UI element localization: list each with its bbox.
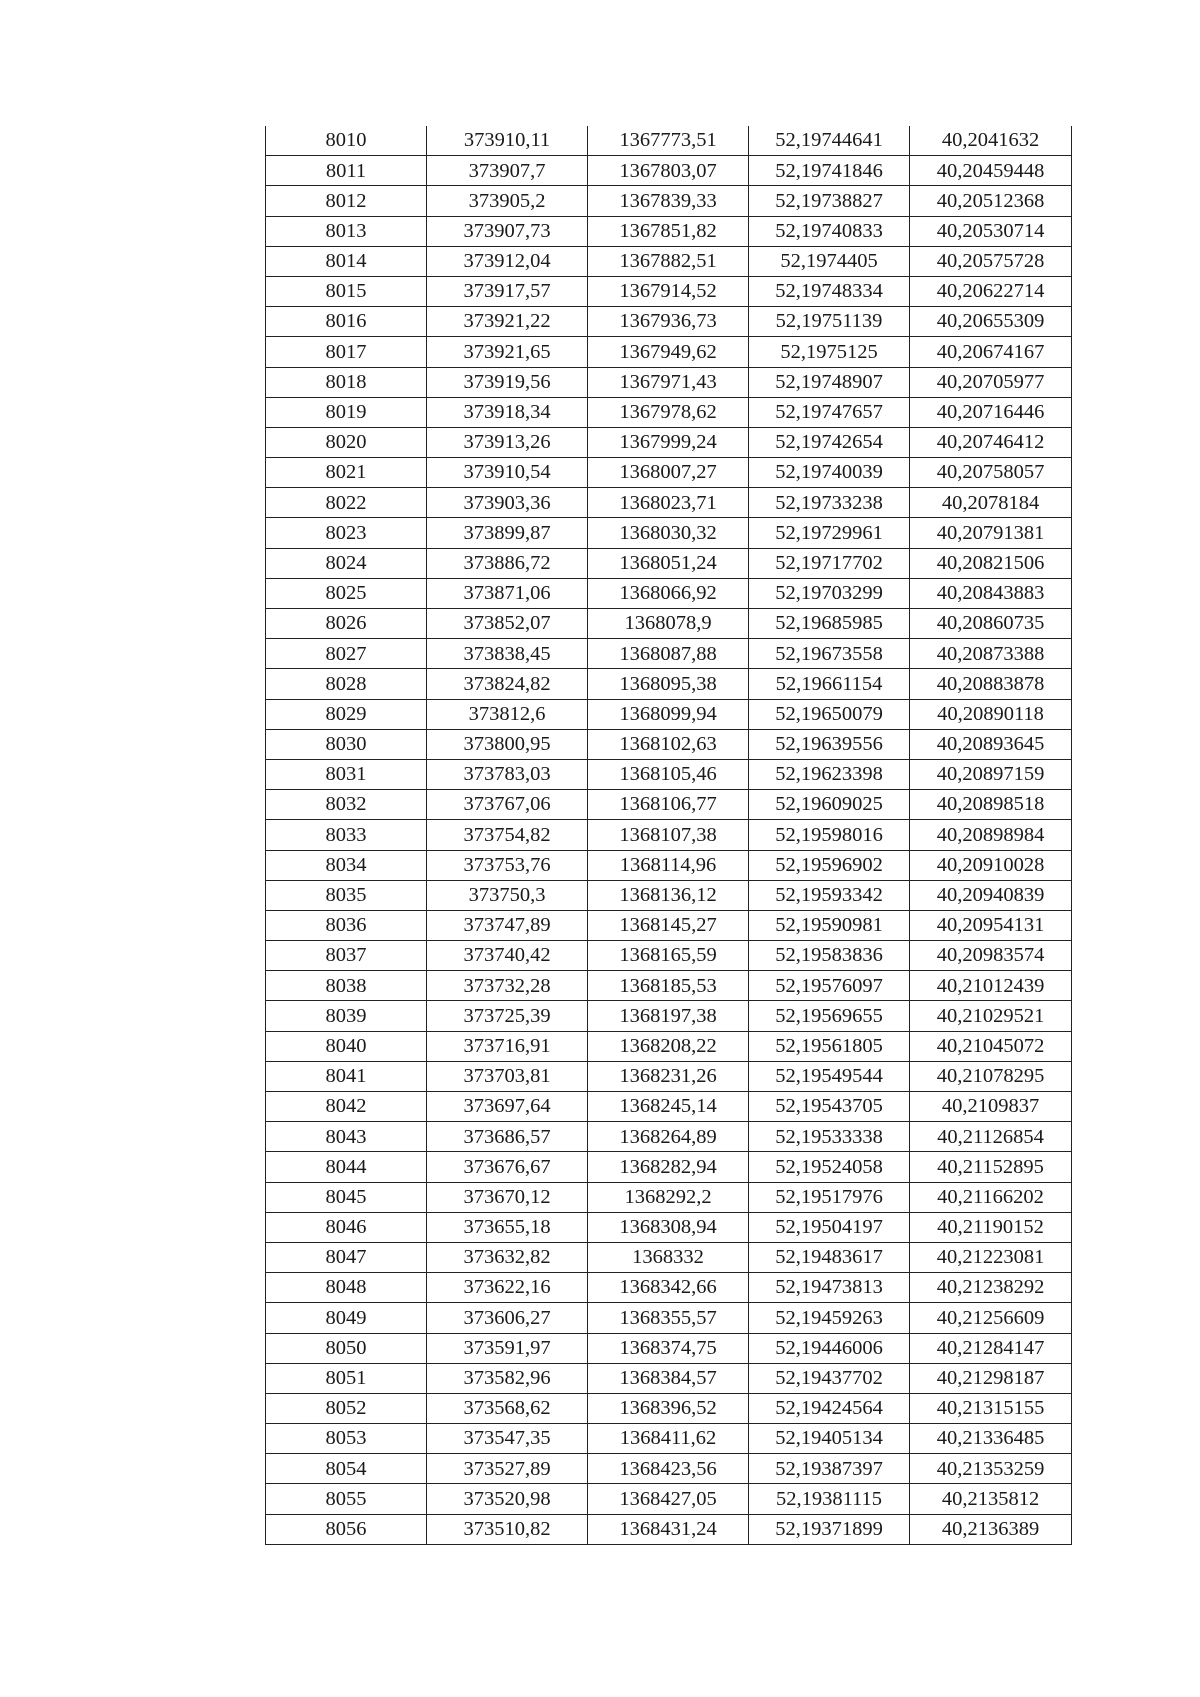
- y-coordinate-cell: 1368197,38: [588, 1001, 749, 1031]
- y-coordinate-cell: 1368208,22: [588, 1031, 749, 1061]
- table-row: [266, 156, 1072, 186]
- longitude-cell: 40,20873388: [910, 639, 1072, 669]
- x-coordinate-cell: 373921,65: [427, 337, 588, 367]
- x-coordinate-cell: 373670,12: [427, 1182, 588, 1212]
- table-row: [266, 759, 1072, 789]
- y-coordinate-cell: 1368245,14: [588, 1092, 749, 1122]
- point-number-cell: 8039: [266, 1001, 427, 1031]
- y-coordinate-cell: 1368431,24: [588, 1514, 749, 1544]
- table-row: [266, 1484, 1072, 1514]
- longitude-cell: 40,20512368: [910, 186, 1072, 216]
- y-coordinate-cell: 1368423,56: [588, 1454, 749, 1484]
- table-row: [266, 1152, 1072, 1182]
- y-coordinate-cell: 1368384,57: [588, 1363, 749, 1393]
- longitude-cell: 40,20575728: [910, 246, 1072, 276]
- x-coordinate-cell: 373852,07: [427, 609, 588, 639]
- latitude-cell: 52,19623398: [749, 759, 910, 789]
- y-coordinate-cell: 1367971,43: [588, 367, 749, 397]
- longitude-cell: 40,20843883: [910, 578, 1072, 608]
- y-coordinate-cell: 1367936,73: [588, 307, 749, 337]
- table-row: [266, 850, 1072, 880]
- point-number-cell: 8037: [266, 941, 427, 971]
- y-coordinate-cell: 1368136,12: [588, 880, 749, 910]
- point-number-cell: 8017: [266, 337, 427, 367]
- longitude-cell: 40,2041632: [910, 126, 1072, 156]
- table-row: [266, 578, 1072, 608]
- x-coordinate-cell: 373527,89: [427, 1454, 588, 1484]
- y-coordinate-cell: 1368095,38: [588, 669, 749, 699]
- longitude-cell: 40,20898518: [910, 790, 1072, 820]
- table-row: [266, 609, 1072, 639]
- x-coordinate-cell: 373754,82: [427, 820, 588, 850]
- y-coordinate-cell: 1368087,88: [588, 639, 749, 669]
- y-coordinate-cell: 1368396,52: [588, 1393, 749, 1423]
- x-coordinate-cell: 373917,57: [427, 276, 588, 306]
- x-coordinate-cell: 373716,91: [427, 1031, 588, 1061]
- longitude-cell: 40,20883878: [910, 669, 1072, 699]
- x-coordinate-cell: 373747,89: [427, 910, 588, 940]
- y-coordinate-cell: 1368106,77: [588, 790, 749, 820]
- longitude-cell: 40,21126854: [910, 1122, 1072, 1152]
- latitude-cell: 52,19371899: [749, 1514, 910, 1544]
- latitude-cell: 52,19685985: [749, 609, 910, 639]
- x-coordinate-cell: 373912,04: [427, 246, 588, 276]
- table-row: [266, 910, 1072, 940]
- point-number-cell: 8022: [266, 488, 427, 518]
- longitude-cell: 40,20893645: [910, 729, 1072, 759]
- x-coordinate-cell: 373582,96: [427, 1363, 588, 1393]
- longitude-cell: 40,21029521: [910, 1001, 1072, 1031]
- point-number-cell: 8051: [266, 1363, 427, 1393]
- y-coordinate-cell: 1368231,26: [588, 1061, 749, 1091]
- table-row: [266, 397, 1072, 427]
- y-coordinate-cell: 1368105,46: [588, 759, 749, 789]
- x-coordinate-cell: 373697,64: [427, 1092, 588, 1122]
- point-number-cell: 8012: [266, 186, 427, 216]
- table-row: [266, 367, 1072, 397]
- table-row: [266, 186, 1072, 216]
- y-coordinate-cell: 1367851,82: [588, 216, 749, 246]
- latitude-cell: 52,19717702: [749, 548, 910, 578]
- y-coordinate-cell: 1368165,59: [588, 941, 749, 971]
- x-coordinate-cell: 373886,72: [427, 548, 588, 578]
- point-number-cell: 8021: [266, 458, 427, 488]
- latitude-cell: 52,19738827: [749, 186, 910, 216]
- point-number-cell: 8011: [266, 156, 427, 186]
- table-row: [266, 1303, 1072, 1333]
- table-row: [266, 1001, 1072, 1031]
- latitude-cell: 52,19748334: [749, 276, 910, 306]
- longitude-cell: 40,20890118: [910, 699, 1072, 729]
- longitude-cell: 40,20705977: [910, 367, 1072, 397]
- y-coordinate-cell: 1368308,94: [588, 1212, 749, 1242]
- point-number-cell: 8019: [266, 397, 427, 427]
- table-row: [266, 216, 1072, 246]
- x-coordinate-cell: 373686,57: [427, 1122, 588, 1152]
- latitude-cell: 52,19549544: [749, 1061, 910, 1091]
- point-number-cell: 8052: [266, 1393, 427, 1423]
- point-number-cell: 8027: [266, 639, 427, 669]
- x-coordinate-cell: 373740,42: [427, 941, 588, 971]
- x-coordinate-cell: 373606,27: [427, 1303, 588, 1333]
- table-row: [266, 276, 1072, 306]
- latitude-cell: 52,19751139: [749, 307, 910, 337]
- latitude-cell: 52,19650079: [749, 699, 910, 729]
- x-coordinate-cell: 373655,18: [427, 1212, 588, 1242]
- longitude-cell: 40,20940839: [910, 880, 1072, 910]
- y-coordinate-cell: 1368374,75: [588, 1333, 749, 1363]
- y-coordinate-cell: 1368282,94: [588, 1152, 749, 1182]
- x-coordinate-cell: 373753,76: [427, 850, 588, 880]
- point-number-cell: 8025: [266, 578, 427, 608]
- x-coordinate-cell: 373520,98: [427, 1484, 588, 1514]
- point-number-cell: 8026: [266, 609, 427, 639]
- y-coordinate-cell: 1367978,62: [588, 397, 749, 427]
- table-row: [266, 669, 1072, 699]
- table-row: [266, 1454, 1072, 1484]
- x-coordinate-cell: 373800,95: [427, 729, 588, 759]
- point-number-cell: 8044: [266, 1152, 427, 1182]
- point-number-cell: 8030: [266, 729, 427, 759]
- y-coordinate-cell: 1368264,89: [588, 1122, 749, 1152]
- table-row: [266, 1424, 1072, 1454]
- point-number-cell: 8028: [266, 669, 427, 699]
- table-row: [266, 1092, 1072, 1122]
- x-coordinate-cell: 373919,56: [427, 367, 588, 397]
- table-row: [266, 639, 1072, 669]
- latitude-cell: 52,19598016: [749, 820, 910, 850]
- y-coordinate-cell: 1367773,51: [588, 126, 749, 156]
- longitude-cell: 40,21223081: [910, 1242, 1072, 1272]
- table-row: [266, 699, 1072, 729]
- y-coordinate-cell: 1368078,9: [588, 609, 749, 639]
- x-coordinate-cell: 373676,67: [427, 1152, 588, 1182]
- latitude-cell: 52,19740833: [749, 216, 910, 246]
- table-row: [266, 790, 1072, 820]
- latitude-cell: 52,19593342: [749, 880, 910, 910]
- table-row: [266, 1514, 1072, 1544]
- point-number-cell: 8038: [266, 971, 427, 1001]
- latitude-cell: 52,19740039: [749, 458, 910, 488]
- longitude-cell: 40,21166202: [910, 1182, 1072, 1212]
- longitude-cell: 40,20716446: [910, 397, 1072, 427]
- table-row: [266, 1182, 1072, 1212]
- latitude-cell: 52,19583836: [749, 941, 910, 971]
- longitude-cell: 40,21336485: [910, 1424, 1072, 1454]
- coordinates-table-body: [266, 126, 1072, 1544]
- x-coordinate-cell: 373918,34: [427, 397, 588, 427]
- point-number-cell: 8034: [266, 850, 427, 880]
- latitude-cell: 52,19504197: [749, 1212, 910, 1242]
- table-row: [266, 1273, 1072, 1303]
- table-row: [266, 337, 1072, 367]
- table-row: [266, 880, 1072, 910]
- longitude-cell: 40,21284147: [910, 1333, 1072, 1363]
- x-coordinate-cell: 373907,7: [427, 156, 588, 186]
- longitude-cell: 40,21078295: [910, 1061, 1072, 1091]
- point-number-cell: 8033: [266, 820, 427, 850]
- latitude-cell: 52,19387397: [749, 1454, 910, 1484]
- y-coordinate-cell: 1368185,53: [588, 971, 749, 1001]
- point-number-cell: 8047: [266, 1242, 427, 1272]
- table-row: [266, 427, 1072, 457]
- y-coordinate-cell: 1367949,62: [588, 337, 749, 367]
- latitude-cell: 52,19561805: [749, 1031, 910, 1061]
- y-coordinate-cell: 1368023,71: [588, 488, 749, 518]
- point-number-cell: 8023: [266, 518, 427, 548]
- x-coordinate-cell: 373907,73: [427, 216, 588, 246]
- point-number-cell: 8035: [266, 880, 427, 910]
- longitude-cell: 40,2078184: [910, 488, 1072, 518]
- longitude-cell: 40,20897159: [910, 759, 1072, 789]
- point-number-cell: 8036: [266, 910, 427, 940]
- x-coordinate-cell: 373899,87: [427, 518, 588, 548]
- longitude-cell: 40,20983574: [910, 941, 1072, 971]
- table-row: [266, 1212, 1072, 1242]
- latitude-cell: 52,19483617: [749, 1242, 910, 1272]
- point-number-cell: 8042: [266, 1092, 427, 1122]
- table-row: [266, 1122, 1072, 1152]
- point-number-cell: 8054: [266, 1454, 427, 1484]
- table-row: [266, 729, 1072, 759]
- latitude-cell: 52,19533338: [749, 1122, 910, 1152]
- latitude-cell: 52,19437702: [749, 1363, 910, 1393]
- latitude-cell: 52,19446006: [749, 1333, 910, 1363]
- point-number-cell: 8032: [266, 790, 427, 820]
- x-coordinate-cell: 373732,28: [427, 971, 588, 1001]
- y-coordinate-cell: 1367914,52: [588, 276, 749, 306]
- y-coordinate-cell: 1368427,05: [588, 1484, 749, 1514]
- table-row: [266, 1061, 1072, 1091]
- point-number-cell: 8056: [266, 1514, 427, 1544]
- point-number-cell: 8018: [266, 367, 427, 397]
- point-number-cell: 8013: [266, 216, 427, 246]
- x-coordinate-cell: 373838,45: [427, 639, 588, 669]
- point-number-cell: 8014: [266, 246, 427, 276]
- x-coordinate-cell: 373905,2: [427, 186, 588, 216]
- latitude-cell: 52,19569655: [749, 1001, 910, 1031]
- latitude-cell: 52,19742654: [749, 427, 910, 457]
- latitude-cell: 52,19744641: [749, 126, 910, 156]
- table-row: [266, 1393, 1072, 1423]
- x-coordinate-cell: 373510,82: [427, 1514, 588, 1544]
- longitude-cell: 40,20791381: [910, 518, 1072, 548]
- longitude-cell: 40,2136389: [910, 1514, 1072, 1544]
- longitude-cell: 40,20860735: [910, 609, 1072, 639]
- x-coordinate-cell: 373913,26: [427, 427, 588, 457]
- y-coordinate-cell: 1367803,07: [588, 156, 749, 186]
- y-coordinate-cell: 1368292,2: [588, 1182, 749, 1212]
- point-number-cell: 8046: [266, 1212, 427, 1242]
- point-number-cell: 8010: [266, 126, 427, 156]
- longitude-cell: 40,20674167: [910, 337, 1072, 367]
- y-coordinate-cell: 1368107,38: [588, 820, 749, 850]
- y-coordinate-cell: 1368342,66: [588, 1273, 749, 1303]
- table-row: [266, 126, 1072, 156]
- table-row: [266, 518, 1072, 548]
- y-coordinate-cell: 1368332: [588, 1242, 749, 1272]
- x-coordinate-cell: 373632,82: [427, 1242, 588, 1272]
- table-row: [266, 820, 1072, 850]
- x-coordinate-cell: 373783,03: [427, 759, 588, 789]
- y-coordinate-cell: 1368102,63: [588, 729, 749, 759]
- longitude-cell: 40,20622714: [910, 276, 1072, 306]
- y-coordinate-cell: 1368099,94: [588, 699, 749, 729]
- longitude-cell: 40,2109837: [910, 1092, 1072, 1122]
- latitude-cell: 52,19381115: [749, 1484, 910, 1514]
- y-coordinate-cell: 1368051,24: [588, 548, 749, 578]
- coordinates-table: [265, 126, 1072, 1545]
- table-row: [266, 1031, 1072, 1061]
- table-row: [266, 458, 1072, 488]
- x-coordinate-cell: 373591,97: [427, 1333, 588, 1363]
- latitude-cell: 52,19747657: [749, 397, 910, 427]
- longitude-cell: 40,21238292: [910, 1273, 1072, 1303]
- latitude-cell: 52,19543705: [749, 1092, 910, 1122]
- x-coordinate-cell: 373547,35: [427, 1424, 588, 1454]
- table-row: [266, 1333, 1072, 1363]
- y-coordinate-cell: 1368411,62: [588, 1424, 749, 1454]
- longitude-cell: 40,20758057: [910, 458, 1072, 488]
- point-number-cell: 8029: [266, 699, 427, 729]
- longitude-cell: 40,20898984: [910, 820, 1072, 850]
- latitude-cell: 52,19473813: [749, 1273, 910, 1303]
- x-coordinate-cell: 373903,36: [427, 488, 588, 518]
- longitude-cell: 40,21012439: [910, 971, 1072, 1001]
- longitude-cell: 40,20746412: [910, 427, 1072, 457]
- longitude-cell: 40,20910028: [910, 850, 1072, 880]
- y-coordinate-cell: 1368066,92: [588, 578, 749, 608]
- latitude-cell: 52,19459263: [749, 1303, 910, 1333]
- table-row: [266, 548, 1072, 578]
- x-coordinate-cell: 373824,82: [427, 669, 588, 699]
- point-number-cell: 8015: [266, 276, 427, 306]
- latitude-cell: 52,19405134: [749, 1424, 910, 1454]
- table-row: [266, 307, 1072, 337]
- latitude-cell: 52,19524058: [749, 1152, 910, 1182]
- y-coordinate-cell: 1368114,96: [588, 850, 749, 880]
- x-coordinate-cell: 373871,06: [427, 578, 588, 608]
- table-row: [266, 971, 1072, 1001]
- x-coordinate-cell: 373921,22: [427, 307, 588, 337]
- point-number-cell: 8041: [266, 1061, 427, 1091]
- point-number-cell: 8024: [266, 548, 427, 578]
- y-coordinate-cell: 1367839,33: [588, 186, 749, 216]
- latitude-cell: 52,19576097: [749, 971, 910, 1001]
- x-coordinate-cell: 373767,06: [427, 790, 588, 820]
- point-number-cell: 8048: [266, 1273, 427, 1303]
- y-coordinate-cell: 1368355,57: [588, 1303, 749, 1333]
- table-row: [266, 246, 1072, 276]
- longitude-cell: 40,21353259: [910, 1454, 1072, 1484]
- latitude-cell: 52,19741846: [749, 156, 910, 186]
- longitude-cell: 40,21298187: [910, 1363, 1072, 1393]
- latitude-cell: 52,1974405: [749, 246, 910, 276]
- y-coordinate-cell: 1367882,51: [588, 246, 749, 276]
- longitude-cell: 40,21190152: [910, 1212, 1072, 1242]
- longitude-cell: 40,21045072: [910, 1031, 1072, 1061]
- latitude-cell: 52,19596902: [749, 850, 910, 880]
- x-coordinate-cell: 373910,11: [427, 126, 588, 156]
- longitude-cell: 40,2135812: [910, 1484, 1072, 1514]
- point-number-cell: 8055: [266, 1484, 427, 1514]
- y-coordinate-cell: 1367999,24: [588, 427, 749, 457]
- latitude-cell: 52,19590981: [749, 910, 910, 940]
- point-number-cell: 8043: [266, 1122, 427, 1152]
- table-row: [266, 1242, 1072, 1272]
- point-number-cell: 8020: [266, 427, 427, 457]
- latitude-cell: 52,19748907: [749, 367, 910, 397]
- point-number-cell: 8049: [266, 1303, 427, 1333]
- latitude-cell: 52,19639556: [749, 729, 910, 759]
- y-coordinate-cell: 1368145,27: [588, 910, 749, 940]
- point-number-cell: 8016: [266, 307, 427, 337]
- point-number-cell: 8050: [266, 1333, 427, 1363]
- point-number-cell: 8053: [266, 1424, 427, 1454]
- table-row: [266, 488, 1072, 518]
- x-coordinate-cell: 373568,62: [427, 1393, 588, 1423]
- longitude-cell: 40,20530714: [910, 216, 1072, 246]
- point-number-cell: 8040: [266, 1031, 427, 1061]
- latitude-cell: 52,19517976: [749, 1182, 910, 1212]
- y-coordinate-cell: 1368030,32: [588, 518, 749, 548]
- point-number-cell: 8031: [266, 759, 427, 789]
- latitude-cell: 52,19661154: [749, 669, 910, 699]
- x-coordinate-cell: 373812,6: [427, 699, 588, 729]
- latitude-cell: 52,19729961: [749, 518, 910, 548]
- y-coordinate-cell: 1368007,27: [588, 458, 749, 488]
- latitude-cell: 52,19424564: [749, 1393, 910, 1423]
- longitude-cell: 40,20954131: [910, 910, 1072, 940]
- latitude-cell: 52,19703299: [749, 578, 910, 608]
- point-number-cell: 8045: [266, 1182, 427, 1212]
- x-coordinate-cell: 373622,16: [427, 1273, 588, 1303]
- longitude-cell: 40,20821506: [910, 548, 1072, 578]
- x-coordinate-cell: 373910,54: [427, 458, 588, 488]
- longitude-cell: 40,20655309: [910, 307, 1072, 337]
- table-row: [266, 941, 1072, 971]
- latitude-cell: 52,19609025: [749, 790, 910, 820]
- x-coordinate-cell: 373725,39: [427, 1001, 588, 1031]
- latitude-cell: 52,19733238: [749, 488, 910, 518]
- latitude-cell: 52,19673558: [749, 639, 910, 669]
- x-coordinate-cell: 373703,81: [427, 1061, 588, 1091]
- x-coordinate-cell: 373750,3: [427, 880, 588, 910]
- longitude-cell: 40,21315155: [910, 1393, 1072, 1423]
- latitude-cell: 52,1975125: [749, 337, 910, 367]
- longitude-cell: 40,21152895: [910, 1152, 1072, 1182]
- table-row: [266, 1363, 1072, 1393]
- longitude-cell: 40,20459448: [910, 156, 1072, 186]
- longitude-cell: 40,21256609: [910, 1303, 1072, 1333]
